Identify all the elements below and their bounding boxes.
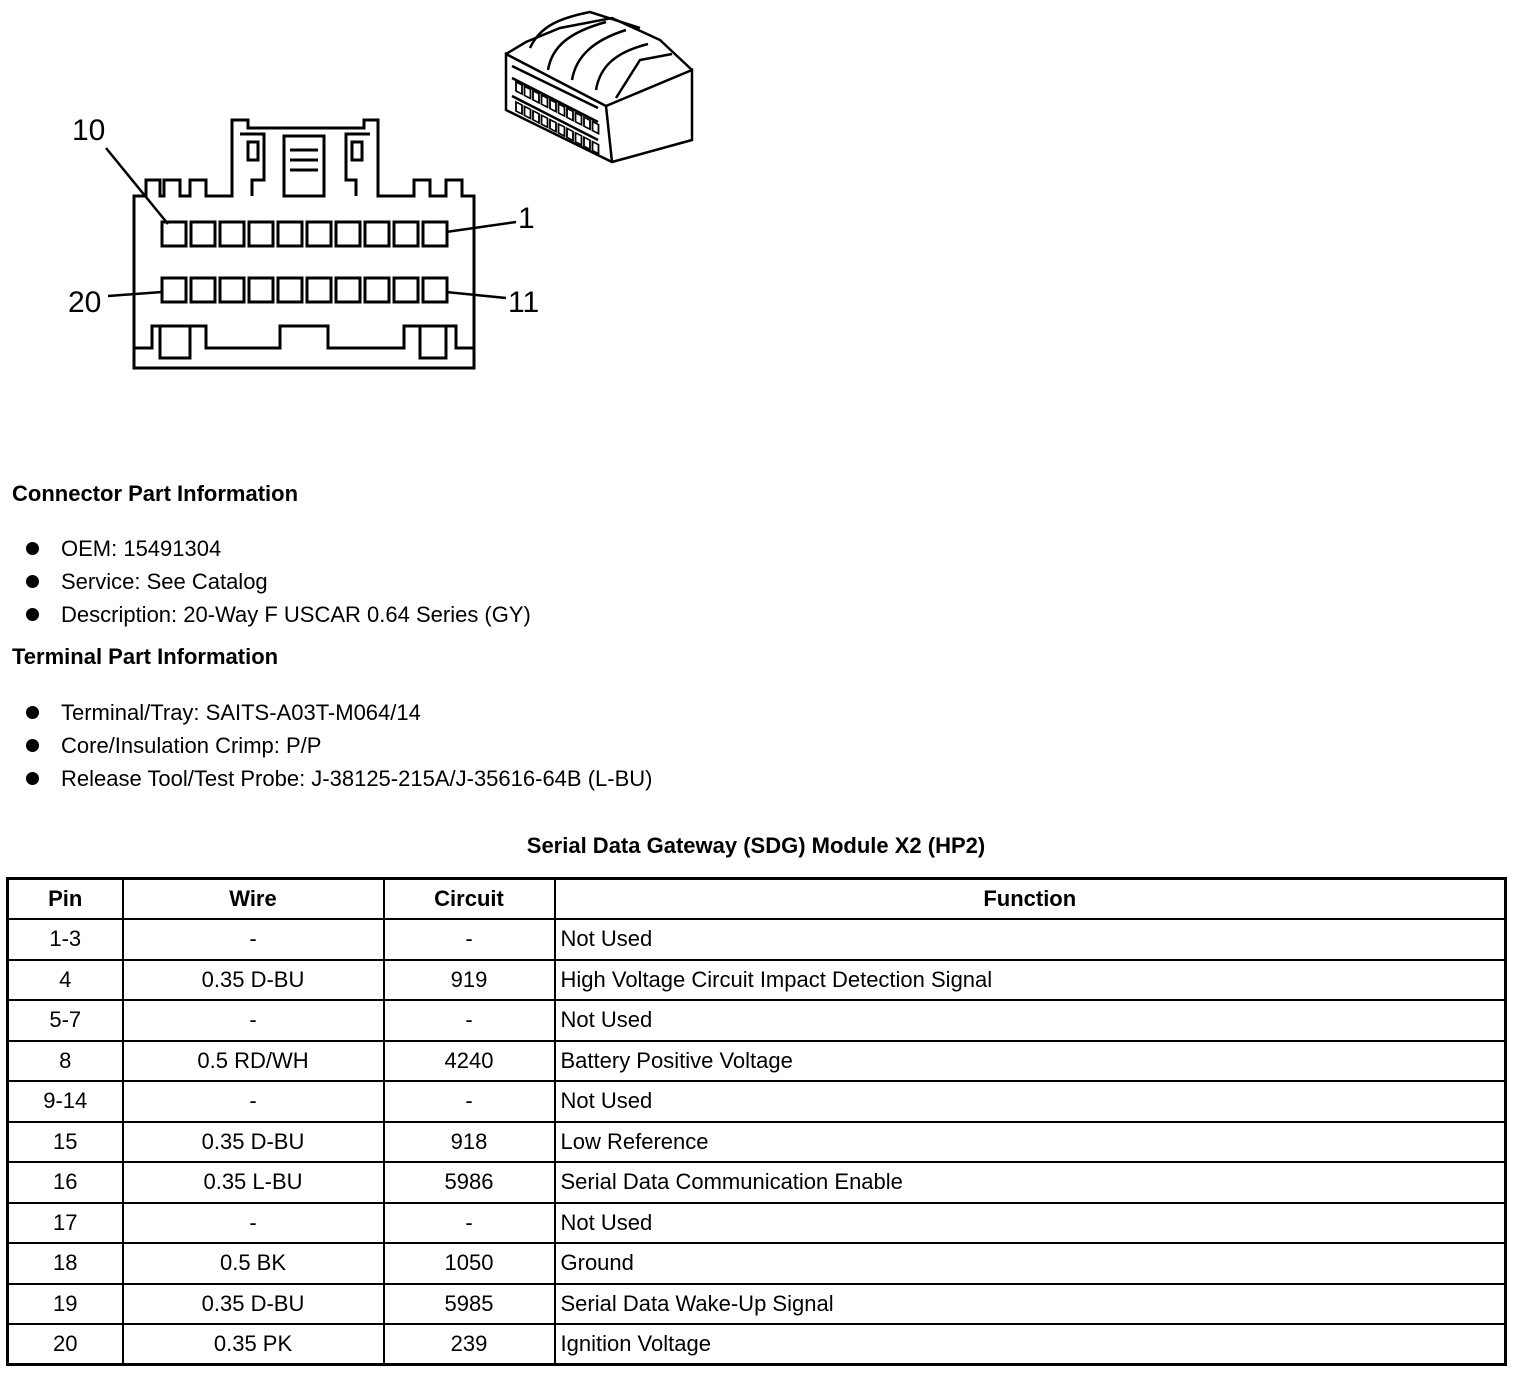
cell-pin: 9-14 [8,1081,123,1122]
terminal-cavity [336,222,360,246]
leader-line-11 [446,292,506,298]
list-item [26,565,531,598]
terminal-cavity [423,278,447,302]
bullet-icon [26,739,39,752]
terminal-cavity [249,278,273,302]
terminal-cavity [162,222,186,246]
list-item-text: Service: See Catalog [61,569,268,594]
iso-cavity [516,102,522,114]
iso-cavity [584,117,590,129]
cell-pin: 20 [8,1324,123,1365]
pin-label-1: 1 [518,202,535,235]
cell-wire: 0.35 D-BU [123,960,384,1001]
iso-cavity [525,86,531,98]
connector-info-heading: Connector Part Information [12,481,299,506]
iso-cavity [593,122,599,134]
connector-diagram [0,0,720,380]
iso-cavity [593,142,599,154]
list-item-text: Terminal/Tray: SAITS-A03T-M064/14 [61,700,421,725]
table-row [8,1284,1506,1325]
cell-pin: 15 [8,1122,123,1163]
pin-label-10: 10 [72,114,106,147]
terminal-cavity [336,278,360,302]
terminal-cavities [162,222,447,302]
leader-line-1 [446,222,516,232]
cell-circuit: 918 [384,1122,555,1163]
iso-cavity [559,124,565,136]
column-header-pin: Pin [8,879,123,920]
bullet-icon [26,706,39,719]
cell-wire: 0.35 L-BU [123,1162,384,1203]
table-row [8,1041,1506,1082]
terminal-info-list [26,696,652,795]
iso-cavity [576,133,582,145]
list-item-text: Description: 20-Way F USCAR 0.64 Series (GY) [61,602,531,627]
terminal-cavity [394,278,418,302]
connector-info-list [26,532,531,631]
terminal-cavity [249,222,273,246]
terminal-cavity [307,222,331,246]
iso-cavity [567,128,573,140]
iso-cavity [542,115,548,127]
cell-circuit: - [384,1081,555,1122]
iso-cavity [542,95,548,107]
terminal-cavity [278,222,302,246]
iso-cavity [533,111,539,123]
terminal-cavity [394,222,418,246]
terminal-cavity [191,278,215,302]
bullet-icon [26,542,39,555]
table-row [8,1243,1506,1284]
cell-pin: 19 [8,1284,123,1325]
table-row [8,1162,1506,1203]
terminal-cavity [307,278,331,302]
table-title: Serial Data Gateway (SDG) Module X2 (HP2) [526,833,986,858]
cell-function: Serial Data Communication Enable [555,1162,1506,1203]
table-row [8,1203,1506,1244]
cell-circuit: 5985 [384,1284,555,1325]
column-header-circuit: Circuit [384,879,555,920]
iso-cavity [576,113,582,125]
cell-pin: 17 [8,1203,123,1244]
cell-wire: 0.35 PK [123,1324,384,1365]
cell-function: Not Used [555,1000,1506,1041]
connector-latch [240,134,370,196]
iso-cavity [525,106,531,118]
cell-function: Battery Positive Voltage [555,1041,1506,1082]
cell-function: Serial Data Wake-Up Signal [555,1284,1506,1325]
cell-pin: 18 [8,1243,123,1284]
table-header-row [8,879,1506,920]
list-item [26,598,531,631]
cell-pin: 4 [8,960,123,1001]
iso-cavity [516,82,522,94]
cell-function: Ground [555,1243,1506,1284]
iso-cavity [533,91,539,103]
terminal-cavity [220,278,244,302]
cell-wire: 0.5 BK [123,1243,384,1284]
column-header-wire: Wire [123,879,384,920]
list-item-text: Release Tool/Test Probe: J-38125-215A/J-35616-64B (L-BU) [61,766,653,791]
cell-function: Not Used [555,1203,1506,1244]
cell-wire: 0.35 D-BU [123,1122,384,1163]
connector-bottom-keys [134,326,474,348]
cell-circuit: 5986 [384,1162,555,1203]
terminal-cavity [365,278,389,302]
cell-wire: - [123,1000,384,1041]
table-row [8,1081,1506,1122]
cell-wire: - [123,1203,384,1244]
table-row [8,960,1506,1001]
table-row [8,1122,1506,1163]
column-header-function: Function [555,879,1506,920]
cell-function: Low Reference [555,1122,1506,1163]
cell-pin: 5-7 [8,1000,123,1041]
cell-circuit: 1050 [384,1243,555,1284]
cell-function: Not Used [555,919,1506,960]
cell-function: Not Used [555,1081,1506,1122]
cell-circuit: - [384,1203,555,1244]
list-item [26,532,531,565]
list-item [26,729,652,762]
cell-circuit: - [384,919,555,960]
cell-wire: - [123,1081,384,1122]
iso-cavity [559,104,565,116]
cell-wire: 0.5 RD/WH [123,1041,384,1082]
connector-isometric-illustration [506,12,692,162]
cell-wire: - [123,919,384,960]
cell-pin: 1-3 [8,919,123,960]
pinout-table [6,877,1507,1366]
terminal-info-heading: Terminal Part Information [12,644,279,669]
list-item-text: OEM: 15491304 [61,536,222,561]
iso-cavity [550,120,556,132]
terminal-cavity [191,222,215,246]
table-row [8,919,1506,960]
iso-cavity [567,108,573,120]
cell-circuit: - [384,1000,555,1041]
cell-function: Ignition Voltage [555,1324,1506,1365]
table-row [8,1324,1506,1365]
bullet-icon [26,772,39,785]
iso-cavity [550,100,556,112]
pin-label-11: 11 [508,286,540,319]
list-item [26,762,652,795]
bullet-icon [26,575,39,588]
terminal-cavity [162,278,186,302]
terminal-cavity [278,278,302,302]
terminal-cavity [220,222,244,246]
bullet-icon [26,608,39,621]
cell-circuit: 919 [384,960,555,1001]
cell-circuit: 239 [384,1324,555,1365]
cell-pin: 8 [8,1041,123,1082]
pin-label-20: 20 [68,286,102,319]
terminal-cavity [365,222,389,246]
list-item [26,696,652,729]
cell-pin: 16 [8,1162,123,1203]
cell-wire: 0.35 D-BU [123,1284,384,1325]
cell-function: High Voltage Circuit Impact Detection Signal [555,960,1506,1001]
cell-circuit: 4240 [384,1041,555,1082]
terminal-cavity [423,222,447,246]
list-item-text: Core/Insulation Crimp: P/P [61,733,322,758]
iso-cavity [584,137,590,149]
table-row [8,1000,1506,1041]
